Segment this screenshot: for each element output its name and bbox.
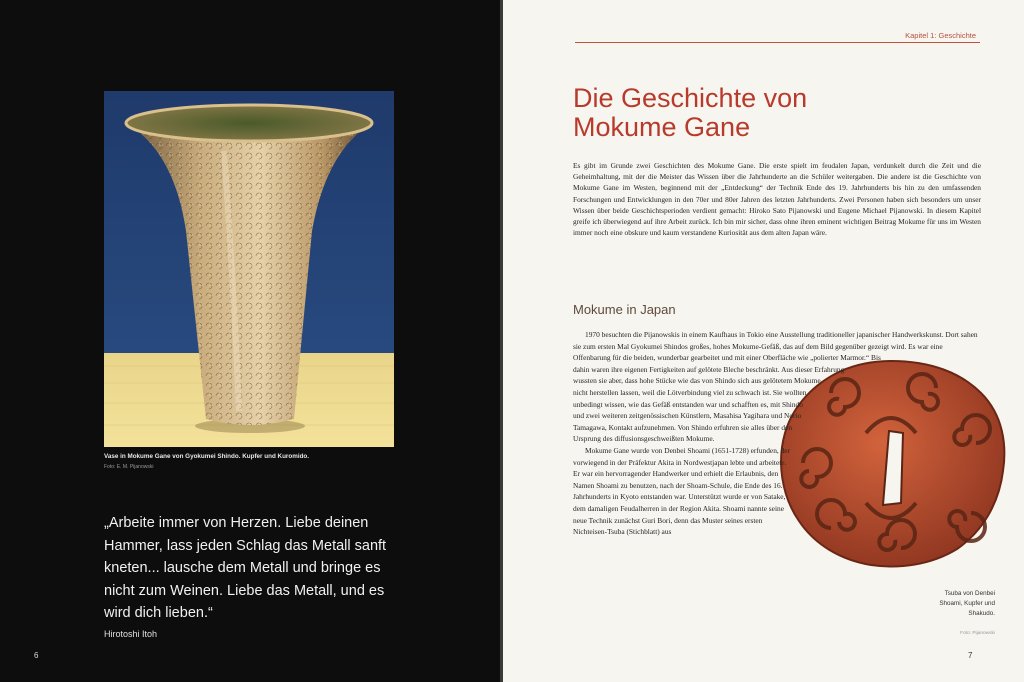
vase-photo	[104, 91, 394, 447]
left-page	[0, 0, 500, 682]
tsuba-caption: Tsuba von Denbei Shoami, Kupfer und Shakudo.	[939, 590, 995, 617]
tsuba-image	[791, 353, 981, 603]
section-heading: Mokume in Japan	[573, 302, 676, 317]
photo-credit: Foto: E. M. Pijanowski	[104, 464, 154, 470]
photo-caption: Vase in Mokume Gane von Gyokumei Shindo. Kupfer und Kuromido.	[104, 453, 310, 460]
tsuba-credit: Foto: Pijanowski	[960, 631, 995, 636]
quote-author: Hirotoshi Itoh	[104, 629, 158, 639]
page-number-left: 6	[34, 651, 39, 660]
chapter-label: Kapitel 1: Geschichte	[905, 31, 976, 40]
intro-paragraph: Es gibt im Grunde zwei Geschichten des Mokume Gane. Die erste spielt im feudalen Japan, verdunkelt durch die Zeit und die Geheimhaltung, mit der die Meister das Wissen über die Jahrhunderte an die Schüler weitergaben. Die andere ist die Geschichte von Mokume Gane im Westen, beginnend mit der „Entdeckung“ der Technik Ende des 19. Jahrhunderts bis hin zu den umfassenden Forschungen und Entwicklungen in den 70er und 80er Jahren des letzten Jahrhunderts. Zwei Personen haben sich besonders um unser Wissen über beide Geschichtsperioden verdient gemacht: Hiroko Sato Pijanowski und Eugene Michael Pijanowski. In diesem Kapitel greife ich überwiegend auf ihre Arbeit zurück. Ich bin mir sicher, dass ohne ihren eminent wichtigen Beitrag Mokume für uns im Westen immer noch eine obskure und kaum verstandene Kuriosität aus dem alten Japan wäre.	[573, 161, 981, 238]
paragraph-1: 1970 besuchten die Pijanowskis in einem Kaufhaus in Tokio eine Ausstellung traditioneller japanischer Handwerkskunst. Dort sahen sie zum ersten Mal Gyokumei Shindos großes, hohes Mokume-Gefäß, das auf dem Bild gegenüber gezeigt wird. Es war eine Offenbarung für die beiden, wunderbar gearbeitet und mit einer Oberfläche wie „polierter Marmor.“ Bis dahin waren ihre eigenen Fertigkeiten auf gelötete Bleche beschränkt. Aus dieser Erfahrung wussten sie aber, dass hohe Stücke wie das von Shindo sich aus gelötetem Mokume nicht herstellen lassen, weil die Lötverbindung viel zu schwach ist. Sie wollten unbedingt wissen, wie das Gefäß entstanden war und schafften es, mit Shindo und zwei weiteren zeitgenössischen Künstlern, Masahisa Yagihara und Norio Tamagawa, Kontakt aufzunehmen. Von Shindo erfuhren sie alles über den Ursprung des diffusionsgeschweißten Mokume.	[573, 330, 978, 444]
paragraph-2: Mokume Gane wurde von Denbei Shoami (1651-1728) erfunden, der vorwiegend in der Präfektur Akita in Nordwestjapan lebte und arbeitete. Er war ein hervorragender Handwerker und erhielt die Erlaubnis, den Namen Shoami zu benutzen, nach der Shoam-Schule, die Ende des 16. Jahrhunderts in Kyoto entstanden war. Unterstützt wurde er von Satake, dem damaligen Feudalherren in der Region Akita. Shoami nannte seine neue Technik zunächst Guri Bori, denn das Muster seines ersten Nichteisen-Tsuba (Stichblatt) aus	[573, 445, 791, 537]
header-divider	[575, 42, 980, 43]
title-line-2: Mokume Gane	[573, 112, 751, 142]
title-line-1: Die Geschichte von	[573, 83, 808, 113]
quote-text: „Arbeite immer von Herzen. Liebe deinen Hammer, lass jeden Schlag das Metall sanft kneten... lausche dem Metall und bringe es nicht zum Weinen. Liebe das Metall, und es wird dich lieben.“	[104, 515, 387, 621]
page-number-right: 7	[968, 651, 973, 660]
right-page	[503, 0, 1024, 682]
page-title	[573, 84, 807, 142]
body-text	[573, 329, 981, 603]
